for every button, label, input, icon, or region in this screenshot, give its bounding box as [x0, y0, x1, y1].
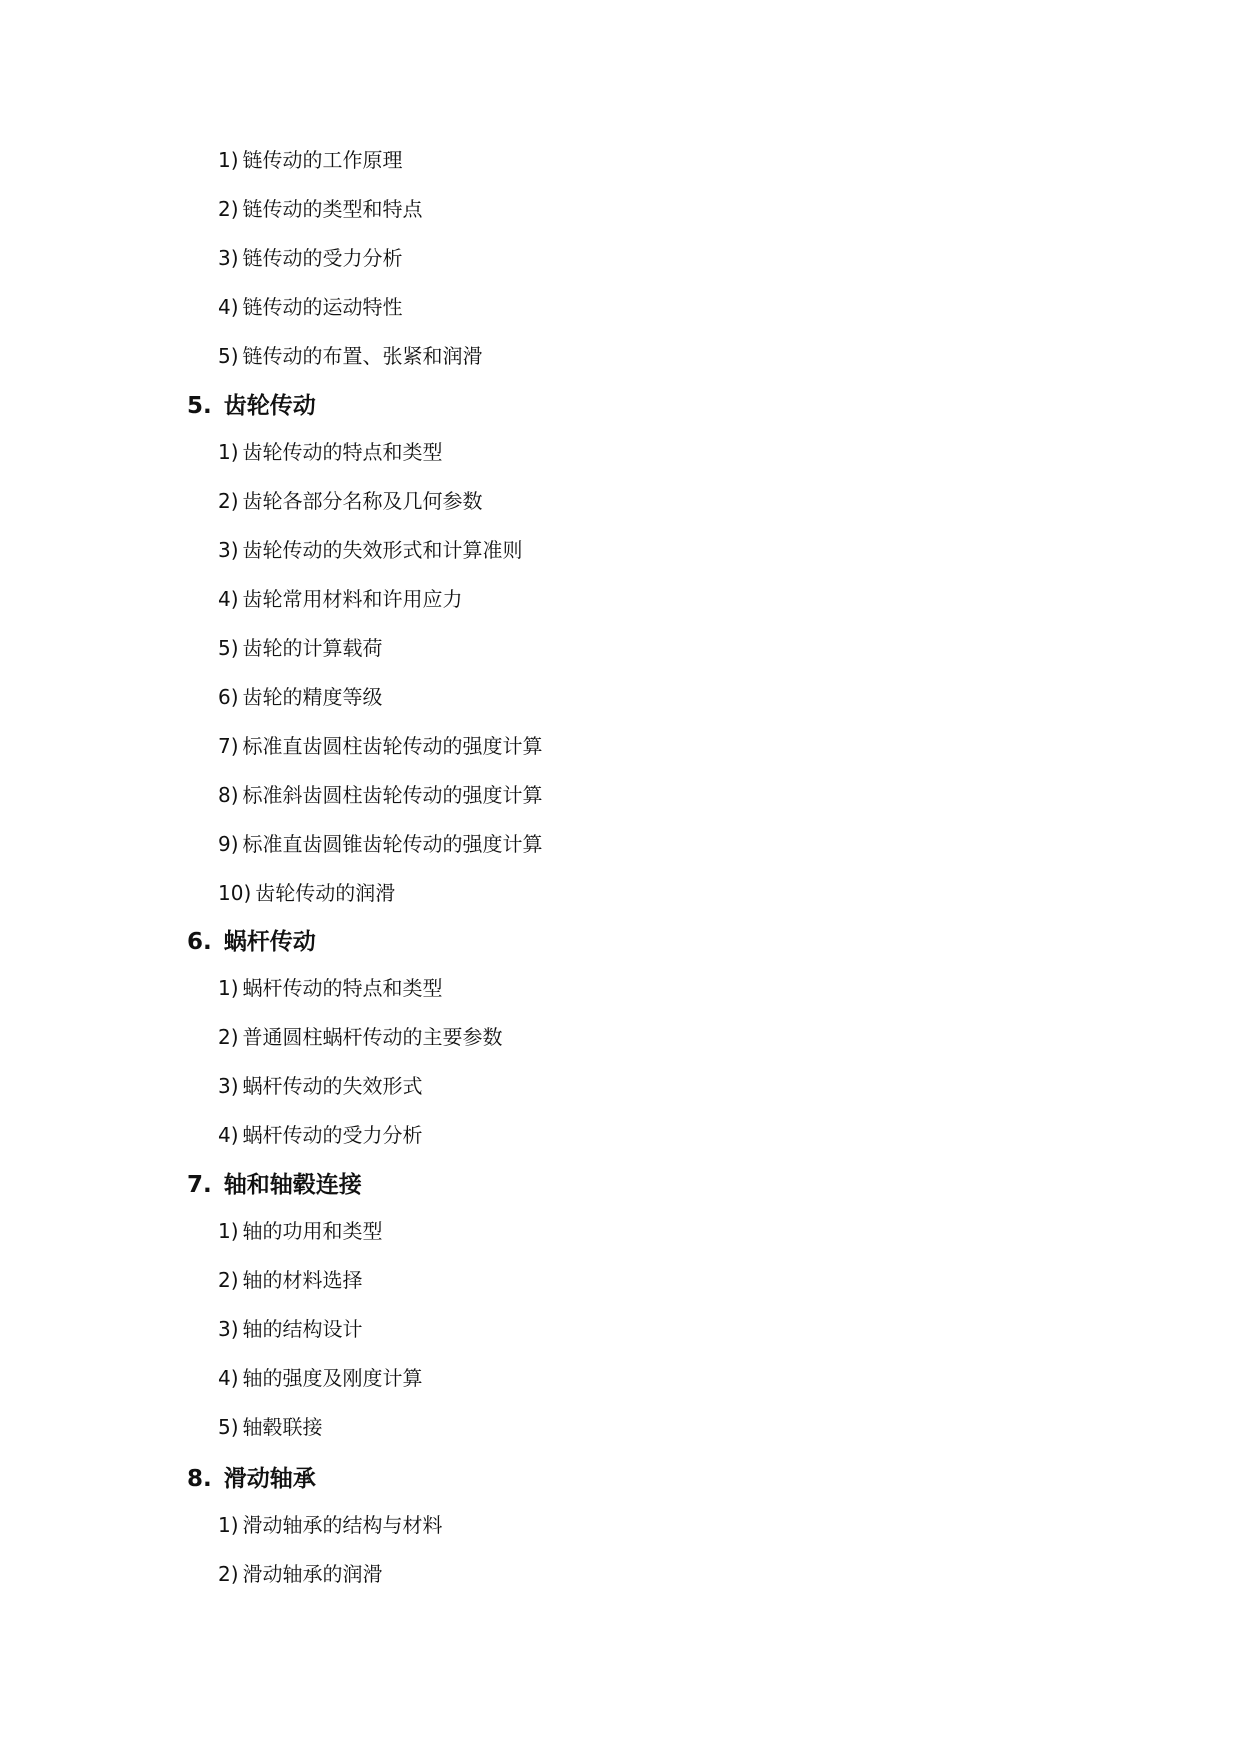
item-number: 4): [218, 1123, 239, 1147]
item-text: 标准直齿圆柱齿轮传动的强度计算: [242, 734, 543, 758]
item-number: 5): [218, 1415, 239, 1439]
item-text: 蜗杆传动的受力分析: [242, 1123, 423, 1147]
outline-item: [218, 978, 443, 998]
item-text: 轴的功用和类型: [242, 1219, 383, 1243]
section-number: 5.: [187, 393, 212, 419]
outline-item: [218, 1076, 423, 1096]
item-text: 链传动的工作原理: [242, 148, 403, 172]
item-number: 4): [218, 587, 239, 611]
outline-item: [218, 1221, 383, 1241]
outline-item: [218, 736, 543, 756]
item-number: 5): [218, 344, 239, 368]
section-title: 齿轮传动: [223, 393, 316, 419]
item-text: 齿轮传动的润滑: [255, 881, 396, 905]
item-number: 1): [218, 148, 239, 172]
section-title: 轴和轴毂连接: [223, 1172, 362, 1198]
outline-item: [218, 540, 523, 560]
outline-item: [218, 248, 403, 268]
outline-item: [218, 297, 403, 317]
outline-item: [218, 1515, 443, 1535]
outline-item: [218, 1417, 323, 1437]
item-text: 齿轮常用材料和许用应力: [242, 587, 463, 611]
item-text: 轴的材料选择: [242, 1268, 363, 1292]
outline-item: [218, 834, 543, 854]
section-heading: [187, 1468, 316, 1491]
section-title: 蜗杆传动: [223, 929, 316, 955]
section-heading: [187, 1174, 362, 1197]
section-title: 滑动轴承: [223, 1466, 316, 1492]
item-text: 齿轮的精度等级: [242, 685, 383, 709]
outline-item: [218, 199, 423, 219]
item-text: 蜗杆传动的失效形式: [242, 1074, 423, 1098]
outline-item: [218, 1270, 363, 1290]
item-number: 2): [218, 489, 239, 513]
item-text: 齿轮传动的特点和类型: [242, 440, 443, 464]
item-number: 5): [218, 636, 239, 660]
item-number: 2): [218, 197, 239, 221]
item-text: 蜗杆传动的特点和类型: [242, 976, 443, 1000]
outline-item: [218, 1564, 383, 1584]
item-number: 1): [218, 1513, 239, 1537]
item-text: 链传动的布置、张紧和润滑: [242, 344, 483, 368]
item-number: 3): [218, 538, 239, 562]
outline-item: [218, 785, 543, 805]
item-number: 2): [218, 1025, 239, 1049]
item-text: 轴毂联接: [242, 1415, 323, 1439]
outline-item: [218, 491, 483, 511]
outline-item: [218, 1125, 423, 1145]
outline-item: [218, 442, 443, 462]
item-text: 标准斜齿圆柱齿轮传动的强度计算: [242, 783, 543, 807]
outline-item: [218, 687, 383, 707]
outline-item: [218, 1027, 503, 1047]
item-text: 轴的结构设计: [242, 1317, 363, 1341]
item-number: 1): [218, 976, 239, 1000]
item-number: 3): [218, 246, 239, 270]
item-text: 滑动轴承的结构与材料: [242, 1513, 443, 1537]
item-number: 8): [218, 783, 239, 807]
outline-item: [218, 589, 463, 609]
outline-item: [218, 1319, 363, 1339]
item-number: 10): [218, 881, 252, 905]
outline-item: [218, 638, 383, 658]
section-number: 7.: [187, 1172, 212, 1198]
section-number: 6.: [187, 929, 212, 955]
item-number: 7): [218, 734, 239, 758]
item-text: 普通圆柱蜗杆传动的主要参数: [242, 1025, 503, 1049]
item-number: 1): [218, 440, 239, 464]
outline-item: [218, 346, 483, 366]
outline-item: [218, 150, 403, 170]
item-number: 3): [218, 1317, 239, 1341]
item-text: 链传动的受力分析: [242, 246, 403, 270]
item-number: 1): [218, 1219, 239, 1243]
item-text: 齿轮传动的失效形式和计算准则: [242, 538, 523, 562]
item-number: 6): [218, 685, 239, 709]
item-number: 3): [218, 1074, 239, 1098]
item-number: 2): [218, 1562, 239, 1586]
item-number: 4): [218, 295, 239, 319]
item-text: 链传动的运动特性: [242, 295, 403, 319]
item-number: 2): [218, 1268, 239, 1292]
item-number: 4): [218, 1366, 239, 1390]
item-text: 齿轮的计算载荷: [242, 636, 383, 660]
outline-item: [218, 1368, 423, 1388]
item-number: 9): [218, 832, 239, 856]
section-number: 8.: [187, 1466, 212, 1492]
section-heading: [187, 395, 316, 418]
section-heading: [187, 931, 316, 954]
item-text: 轴的强度及刚度计算: [242, 1366, 423, 1390]
item-text: 齿轮各部分名称及几何参数: [242, 489, 483, 513]
item-text: 标准直齿圆锥齿轮传动的强度计算: [242, 832, 543, 856]
item-text: 链传动的类型和特点: [242, 197, 423, 221]
outline-item: [218, 883, 395, 903]
item-text: 滑动轴承的润滑: [242, 1562, 383, 1586]
